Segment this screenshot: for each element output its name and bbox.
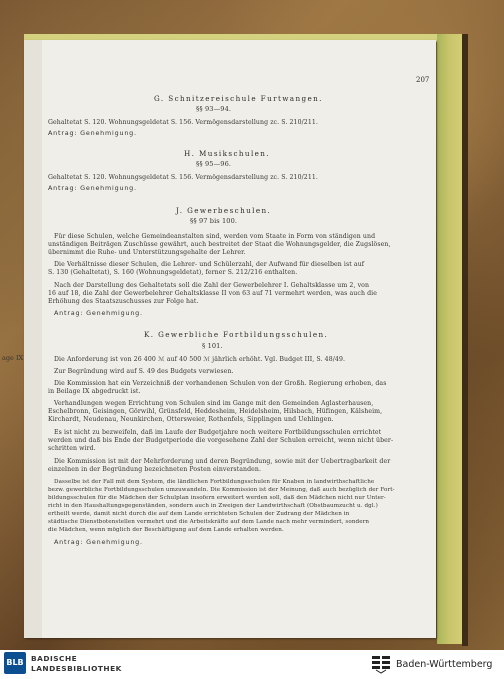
section-j-text: 16 auf 18, die Zahl der Gewerbelehrer Gehaltsklasse II von 63 auf 71 vermehrt werden, was auch die (48, 290, 377, 297)
state-label: Baden-Württemberg (396, 659, 493, 670)
page-gutter (24, 40, 42, 638)
section-j-text: unständigen Beiträgen Zuschüsse gewährt, auch bestreitet der Staat die Wohnungsgelder, die Zugslösen, (48, 241, 391, 248)
section-g-antrag: Antrag: Genehmigung. (48, 129, 137, 137)
section-h-paragraphs: §§ 95—96. (196, 160, 232, 168)
baden-wuerttemberg-crest-icon (370, 654, 392, 674)
section-j-text: übernimmt die Ruhe- und Unterstützungsgehalte der Lehrer. (48, 249, 246, 256)
section-k-text: Verhandlungen wegen Errichtung von Schulen sind im Gange mit den Gemeinden Aglasterhausen, (54, 400, 374, 407)
section-k-text: städtische Dienstbotenstellen vermehrt und die Arbeitskräfte auf dem Lande nach mehr vermindert, sondern (48, 519, 370, 525)
section-g-paragraphs: §§ 93—94. (196, 105, 232, 113)
section-h-antrag: Antrag: Genehmigung. (48, 184, 137, 192)
library-name-line1: BADISCHE (31, 654, 78, 663)
section-j-heading: J. Gewerbeschulen. (176, 206, 272, 215)
section-k-text: in Beilage IX abgedruckt ist. (48, 388, 141, 395)
section-j-antrag: Antrag: Genehmigung. (54, 309, 143, 317)
section-k-text: werden und daß bis Ende der Budgetperiode die vorgesehene Zahl der Schulen erreicht, wenn nicht über- (48, 437, 394, 444)
page-number: 207 (416, 76, 430, 84)
section-j-text: S. 130 (Gehaltetat), S. 160 (Wohnungsgeldetat), ferner S. 212/216 enthalten. (48, 269, 298, 276)
section-j-text: Nach der Darstellung des Gehaltetats soll die Zahl der Gewerbelehrer I. Gehaltsklasse um 2, von (54, 282, 370, 289)
section-k-text: Die Kommission hat ein Verzeichniß der vorhandenen Schulen von der Großh. Regierung erhoben, das (54, 380, 387, 387)
section-j-text: Die Verhältnisse dieser Schulen, die Lehrer- und Schülerzahl, der Aufwand für dieselben ist auf (54, 261, 365, 268)
section-h-heading: H. Musikschulen. (184, 149, 271, 158)
section-k-paragraphs: § 101. (202, 342, 223, 350)
section-g-line: Gehaltetat S. 120. Wohnungsgeldetat S. 156. Vermögensdarstellung zc. S. 210/211. (48, 119, 318, 126)
paper-page (24, 40, 436, 638)
section-k-text: richt in den Haushaltungsgegenständen, sondern auch in Zweigen der Landwirthschaft (Obstbaumzucht u. dgl.) (48, 503, 378, 509)
book-cover-edge (462, 34, 468, 646)
section-k-text: Eschelbronn, Geisingen, Görwihl, Grünsfeld, Heddesheim, Heidelsheim, Hilsbach, Hüfingen, Kälsheim, (48, 408, 383, 415)
section-j-text: Erhöhung des Staatszuschusses zur Folge hat. (48, 298, 199, 305)
section-j-paragraphs: §§ 97 bis 100. (190, 217, 238, 225)
margin-note: age IX (2, 354, 24, 362)
section-k-text: Zur Begründung wird auf S. 49 des Budgets verwiesen. (54, 368, 234, 375)
section-k-text: schritten wird. (48, 445, 96, 452)
library-name-line2: LANDESBIBLIOTHEK (31, 664, 122, 673)
blb-logo-text: BLB (6, 658, 24, 667)
section-k-text: Dasselbe ist der Fall mit dem System, die ländlichen Fortbildungsschulen für Knaben in landwirthschaftliche (54, 479, 375, 485)
section-k-text: einzelnen in der Begründung bezeichneten Posten einverstanden. (48, 466, 262, 473)
section-k-antrag: Antrag: Genehmigung. (54, 538, 143, 546)
section-k-text: Es ist nicht zu bezweifeln, daß im Laufe der Budgetjahre noch weitere Fortbildungsschulen errichtet (54, 429, 382, 436)
section-k-text: bildungsschulen für die Mädchen der Schulplan insofern erweitert werden soll, daß den Mädchen nicht nur Unter- (48, 495, 386, 501)
section-k-text: die Mädchen, wenn möglich der Beschäftigung auf dem Lande erhalten werden. (48, 527, 284, 533)
section-k-heading: K. Gewerbliche Fortbildungsschulen. (144, 330, 329, 339)
section-k-text: ertheilt werde, damit nicht durch die auf dem Lande errichteten Schulen der Zudrang der Mädchen in (48, 511, 350, 517)
section-k-text: Kirchardt, Neudenau, Neunkirchen, Ottersweier, Rothenfels, Sipplingen und Uehlingen. (48, 416, 334, 423)
section-j-text: Für diese Schulen, welche Gemeindeanstalten sind, werden vom Staate in Form von ständigen und (54, 233, 376, 240)
section-g-heading: G. Schnitzereischule Furtwangen. (154, 94, 323, 103)
section-h-line: Gehaltetat S. 120. Wohnungsgeldetat S. 156. Vermögensdarstellung zc. S. 210/211. (48, 174, 318, 181)
section-k-text: bezw. gewerbliche Fortbildungsschulen umzuwandeln. Die Kommission ist der Meinung, daß auch bezüglich der Fort- (48, 487, 395, 493)
section-k-text: Die Anforderung ist von 26 400 ℳ auf 40 500 ℳ jährlich erhöht. Vgl. Budget III, S. 48/49. (54, 356, 346, 363)
section-k-text: Die Kommission ist mit der Mehrforderung und deren Begründung, sowie mit der Uebertragbarkeit der (54, 458, 391, 465)
